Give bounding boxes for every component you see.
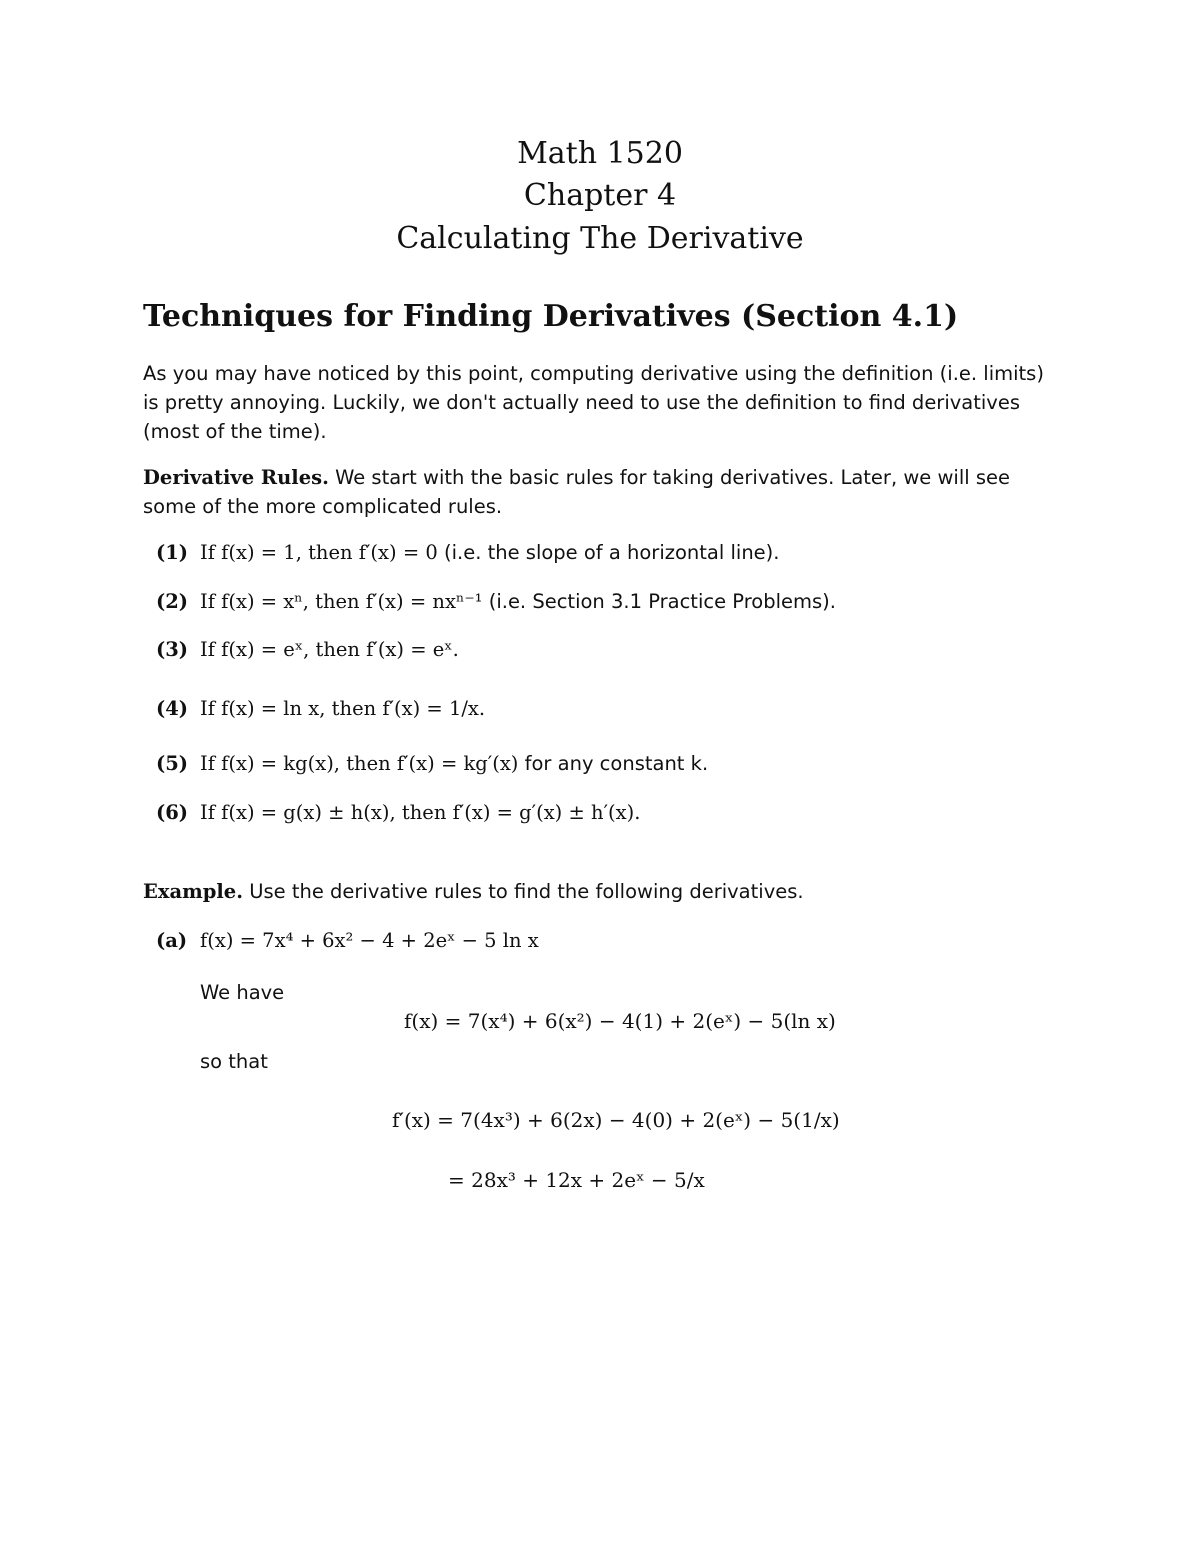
- topic-title: Calculating The Derivative: [396, 221, 804, 256]
- rule-1: [156, 541, 779, 564]
- rule-5: [156, 752, 708, 775]
- rule-math: If f(x) = eˣ, then f′(x) = eˣ.: [200, 638, 459, 661]
- derivative-result-equation: = 28x³ + 12x + 2eˣ − 5/x: [448, 1168, 705, 1192]
- rule-3: [156, 638, 459, 661]
- rewritten-equation: f(x) = 7(x⁴) + 6(x²) − 4(1) + 2(eˣ) − 5(ln x): [404, 1009, 836, 1033]
- rule-note: (i.e. Section 3.1 Practice Problems).: [482, 590, 836, 613]
- so-that-text: so that: [200, 1050, 268, 1073]
- rule-note: (i.e. the slope of a horizontal line).: [437, 541, 780, 564]
- rules-intro-line-2: some of the more complicated rules.: [143, 495, 503, 518]
- derivative-step-equation: f′(x) = 7(4x³) + 6(2x) − 4(0) + 2(eˣ) − 5(1/x): [392, 1108, 840, 1132]
- rule-math: If f(x) = ln x, then f′(x) = 1/x.: [200, 697, 486, 720]
- rule-number: (3): [156, 638, 189, 661]
- rule-math: If f(x) = xⁿ, then f′(x) = nxⁿ⁻¹: [200, 590, 483, 613]
- rule-number: (4): [156, 697, 189, 720]
- rules-label: Derivative Rules.: [143, 466, 329, 489]
- intro-line-3: (most of the time).: [143, 420, 327, 443]
- part-number: (a): [156, 929, 188, 952]
- intro-line-1: As you may have noticed by this point, computing derivative using the definition (i.e. limits): [143, 362, 1044, 385]
- course-title: Math 1520: [517, 136, 683, 171]
- we-have-text: We have: [200, 981, 285, 1004]
- rule-6: [156, 801, 640, 824]
- intro-line-2: is pretty annoying. Luckily, we don't actually need to use the definition to find derivatives: [143, 391, 1020, 414]
- rule-note: for any constant k.: [518, 752, 709, 775]
- example-text: Use the derivative rules to find the following derivatives.: [243, 880, 804, 903]
- rules-intro: [143, 466, 1010, 489]
- rules-intro-text: We start with the basic rules for taking derivatives. Later, we will see: [328, 466, 1011, 489]
- rule-number: (1): [156, 541, 189, 564]
- part-expression: f(x) = 7x⁴ + 6x² − 4 + 2eˣ − 5 ln x: [200, 929, 539, 952]
- rule-number: (6): [156, 801, 189, 824]
- rule-math: If f(x) = kg(x), then f′(x) = kg′(x): [200, 752, 519, 775]
- example-part-a: [156, 929, 539, 952]
- section-heading: Techniques for Finding Derivatives (Section 4.1): [143, 299, 959, 334]
- rule-number: (2): [156, 590, 189, 613]
- example-intro: [143, 880, 804, 903]
- rule-4: [156, 697, 485, 720]
- chapter-title: Chapter 4: [523, 178, 677, 213]
- rule-number: (5): [156, 752, 189, 775]
- rule-2: [156, 590, 836, 613]
- rule-math: If f(x) = 1, then f′(x) = 0: [200, 541, 438, 564]
- example-label: Example.: [143, 880, 243, 903]
- rule-math: If f(x) = g(x) ± h(x), then f′(x) = g′(x) ± h′(x).: [200, 801, 641, 824]
